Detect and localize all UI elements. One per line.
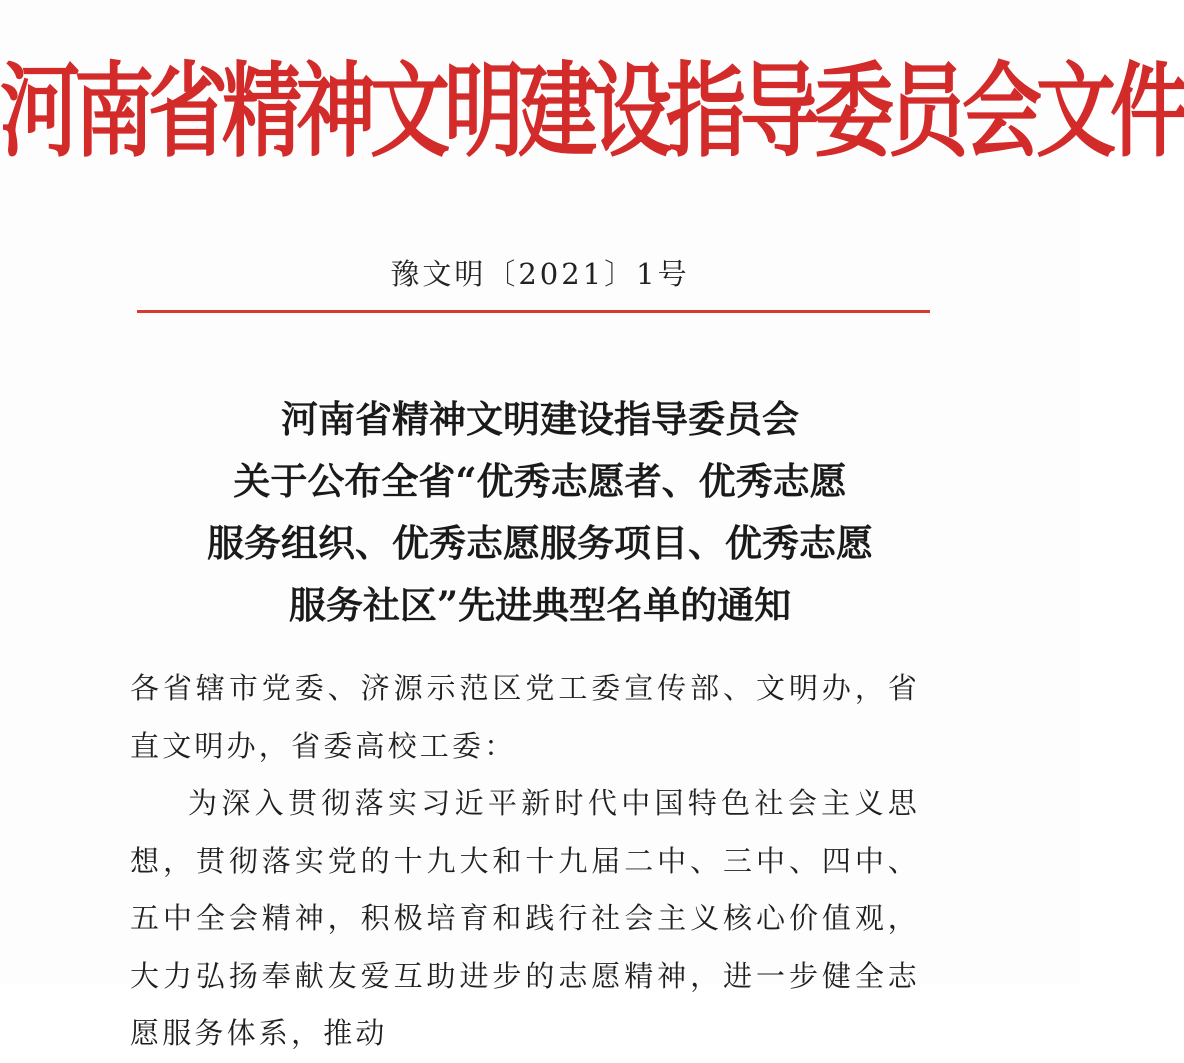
notice-title-line-2: 关于公布全省“优秀志愿者、优秀志愿 bbox=[233, 459, 847, 503]
notice-title bbox=[0, 388, 1080, 636]
notice-title-line-3: 服务组织、优秀志愿服务项目、优秀志愿 bbox=[207, 521, 873, 565]
document-body bbox=[130, 660, 920, 1063]
document-header-title: 河南省精神文明建设指导委员会文件 bbox=[0, 51, 1184, 171]
notice-title-line-1: 河南省精神文明建设指导委员会 bbox=[281, 397, 799, 441]
body-paragraph: 为深入贯彻落实习近平新时代中国特色社会主义思想，贯彻落实党的十九大和十九届二中、三中、四中、五中全会精神，积极培育和践行社会主义核心价值观，大力弘扬奉献友爱互助进步的志愿精神，进一步健全志愿服务体系，推动 bbox=[130, 786, 920, 1050]
document-number: 豫文明〔2021〕1号 bbox=[390, 257, 690, 291]
salutation: 各省辖市党委、济源示范区党工委宣传部、文明办，省直文明办，省委高校工委： bbox=[130, 671, 920, 763]
red-divider-line bbox=[137, 310, 930, 313]
notice-title-line-4: 服务社区”先进典型名单的通知 bbox=[288, 583, 792, 627]
